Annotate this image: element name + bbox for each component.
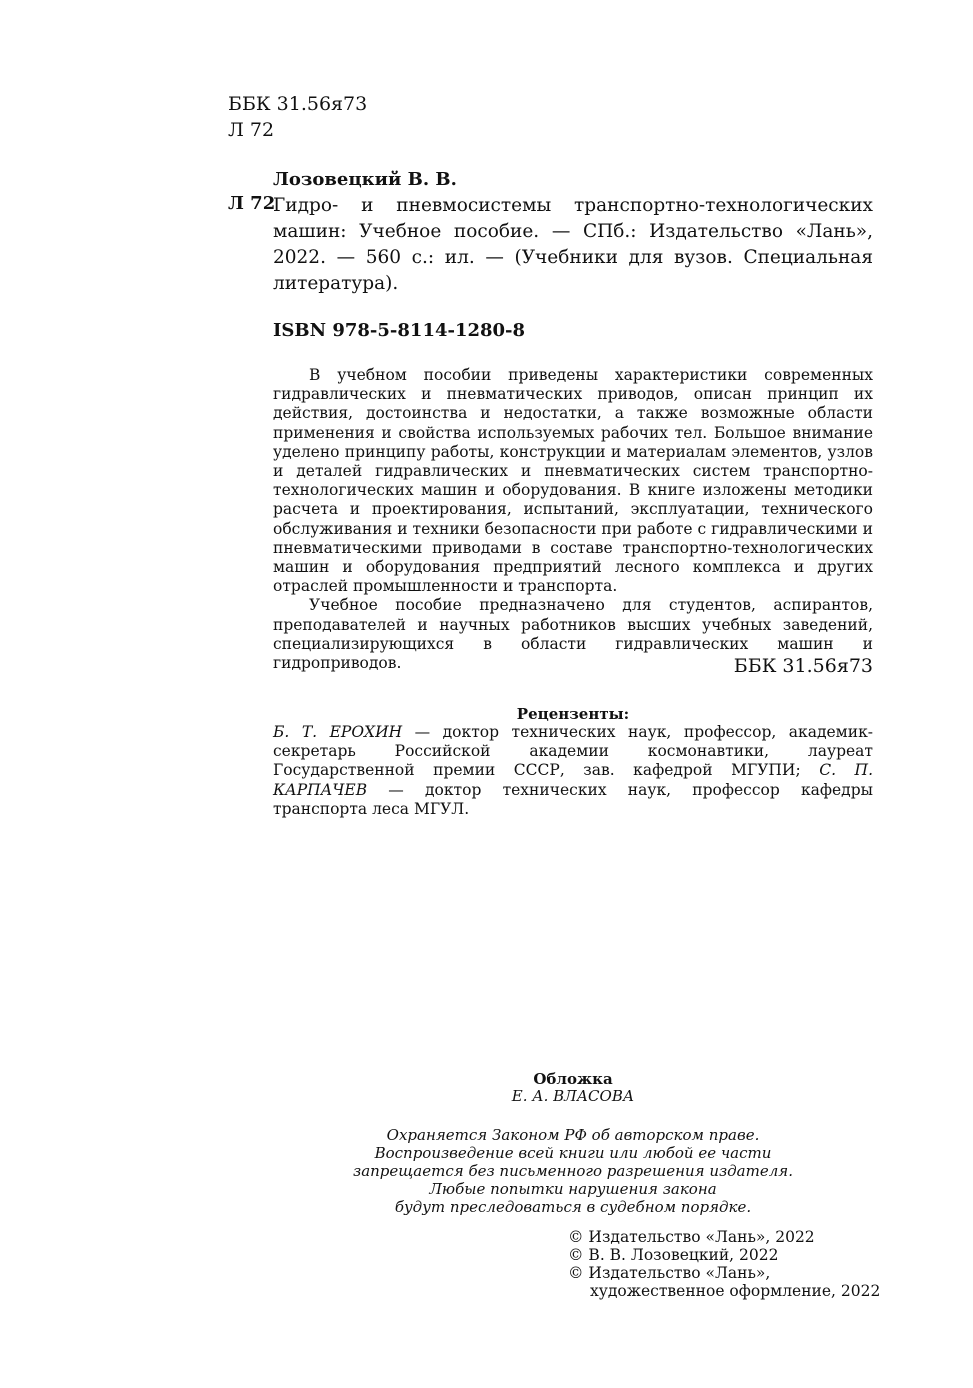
- author-mark-code: Л 72: [228, 193, 276, 214]
- reviewers-text: [273, 723, 873, 819]
- abstract-paragraph: В учебном пособии приведены характеристики современных гидравлических и пневматических приводов, описан принцип их действия, достоинства и недостатки, а также возможные области применения и свойства используемых рабочих тел. Большое внимание уделено принципу работы, конструкции и материалам элементов, узлов и деталей гидравлических и пневматических систем транспортно-технологических машин и оборудования. В книге изложены методики расчета и проектирования, испытаний, эксплуатации, технического обслуживания и техники безопасности при работе с гидравлическими и пневматическими приводами в составе транспортно-технологических машин и оборудования предприятий лесного комплекса и других отраслей промышленности и транспорта.: [273, 366, 873, 596]
- legal-line: Любые попытки нарушения закона: [429, 1180, 717, 1198]
- cover-designer: Е. А. ВЛАСОВА: [511, 1087, 635, 1105]
- reviewer-1-desc: — доктор технических наук, профессор, академик-секретарь Российской академии космонавтики, лауреат Государственной премии СССР, зав. кафедрой МГУПИ;: [273, 723, 873, 780]
- copyright-line: © Издательство «Лань»,: [568, 1264, 771, 1282]
- author-name: Лозовецкий В. В.: [273, 169, 457, 190]
- reviewer-2-name: С. П. КАРПАЧЕВ: [273, 761, 873, 799]
- legal-line: запрещается без письменного разрешения издателя.: [353, 1162, 793, 1180]
- legal-notice: [273, 1126, 873, 1216]
- bbk-code-top: ББК 31.56я73: [228, 93, 368, 115]
- legal-line: Охраняется Законом РФ об авторском праве.: [386, 1126, 760, 1144]
- cover-heading: Обложка: [533, 1070, 613, 1088]
- reviewer-2-desc: — доктор технических наук, профессор кафедры транспорта леса МГУЛ.: [273, 780, 873, 818]
- legal-line: Воспроизведение всей книги или любой ее части: [374, 1144, 772, 1162]
- bbk-code-bottom: ББК 31.56я73: [733, 655, 873, 677]
- legal-line: будут преследоваться в судебном порядке.: [394, 1198, 752, 1216]
- reviewers-heading: Рецензенты:: [516, 705, 630, 723]
- bibliographic-description: Гидро- и пневмосистемы транспортно-технологических машин: Учебное пособие. — СПб.: Издательство «Лань», 2022. — 560 с.: ил. — (Учебники для вузов. Специальная литература).: [273, 195, 873, 294]
- copyright-block: [568, 1228, 880, 1300]
- copyright-line: © В. В. Лозовецкий, 2022: [568, 1246, 779, 1264]
- abstract: [273, 366, 873, 673]
- abstract-paragraph: Учебное пособие предназначено для студентов, аспирантов, преподавателей и научных работников высших учебных заведений, специализирующихся в области гидравлических машин и гидроприводов.: [273, 596, 873, 673]
- author-mark-top: Л 72: [228, 119, 275, 141]
- copyright-line: художественное оформление, 2022: [590, 1282, 881, 1300]
- reviewer-1-name: Б. Т. ЕРОХИН: [273, 723, 403, 741]
- copyright-line: © Издательство «Лань», 2022: [568, 1228, 815, 1246]
- isbn: ISBN 978-5-8114-1280-8: [273, 320, 526, 341]
